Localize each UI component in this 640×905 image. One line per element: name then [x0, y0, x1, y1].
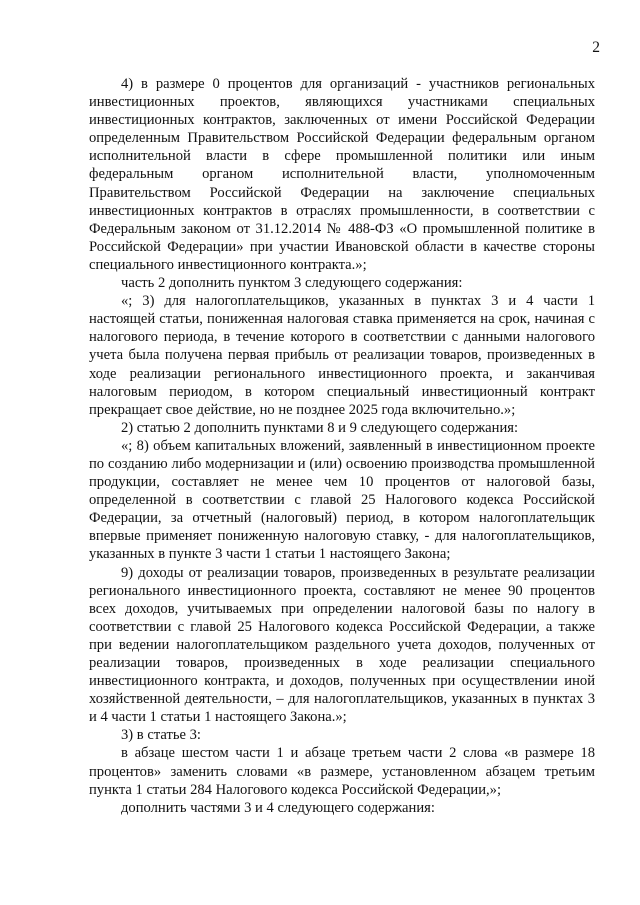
paragraph-article3-intro: 3) в статье 3:: [121, 727, 201, 744]
paragraph-item-8-investment: «; 8) объем капитальных вложений, заявленный в инвестиционном проекте по созданию либо модернизации и (или) освоению производства промышленной продукции, составляет не менее чем 10 процентов от налоговой базы, определенной в соответствии с главой 25 Налогового кодекса Российской Федерации, за отчетный (налоговый) период, в котором налогоплательщик впервые применяет пониженную налоговую ставку, - для налогоплательщиков, указанных в пункте 3 части 1 статьи 1 настоящего Закона;: [89, 437, 595, 563]
page-number: 2: [592, 39, 600, 56]
paragraph-item-4-rate: 4) в размере 0 процентов для организаций - участников региональных инвестиционных проектов, являющихся участниками специальных инвестиционных контрактов, заключенных от имени Российской Федерации определенным Правительством Российской Федерации федеральным органом исполнительной власти в сфере промышленной политики или иным федеральным органом исполнительной власти, уполномоченным Правительством Российской Федерации на заключение специальных инвестиционных контрактов в отраслях промышленности, в соответствии с Федеральным законом от 31.12.2014 № 488-ФЗ «О промышленной политике в Российской Федерации» при участии Ивановской области в качестве стороны специального инвестиционного контракта.»;: [89, 76, 595, 273]
paragraph-part2-intro: часть 2 дополнить пунктом 3 следующего содержания:: [121, 275, 463, 292]
document-body: [89, 75, 595, 817]
paragraph-article2-intro: 2) статью 2 дополнить пунктами 8 и 9 следующего содержания:: [121, 419, 519, 436]
paragraph-item-9-income: 9) доходы от реализации товаров, произведенных в результате реализации регионального инвестиционного проекта, составляют не менее 90 процентов всех доходов, учитываемых при определении налоговой базы по налогу в соответствии с главой 25 Налогового кодекса Российской Федерации, а также при ведении налогоплательщиком раздельного учета доходов, полученных от реализации товаров, произведенных в ходе реализации специального инвестиционного контракта, и доходов, полученных при осуществлении иной хозяйственной деятельности, – для налогоплательщиков, указанных в пунктах 3 и 4 части 1 статьи 1 настоящего Закона.»;: [89, 564, 595, 726]
paragraph-item-3-term: «; 3) для налогоплательщиков, указанных в пунктах 3 и 4 части 1 настоящей статьи, пониженная налоговая ставка применяется на срок, начиная с налогового периода, в течение которого в соответствии с данными налогового учета была получена первая прибыль от реализации товаров, произведенных в ходе реализации регионального инвестиционного проекта, и заканчивая налоговым периодом, в котором специальный инвестиционный контракт прекращает свое действие, но не позднее 2025 года включительно.»;: [89, 293, 595, 418]
paragraph-article3-add-parts: дополнить частями 3 и 4 следующего содержания:: [121, 799, 435, 816]
paragraph-article3-replace: в абзаце шестом части 1 и абзаце третьем части 2 слова «в размере 18 процентов» заменить словами «в размере, установленном абзацем третьим пункта 1 статьи 284 Налогового кодекса Российской Федерации,»;: [89, 745, 595, 798]
